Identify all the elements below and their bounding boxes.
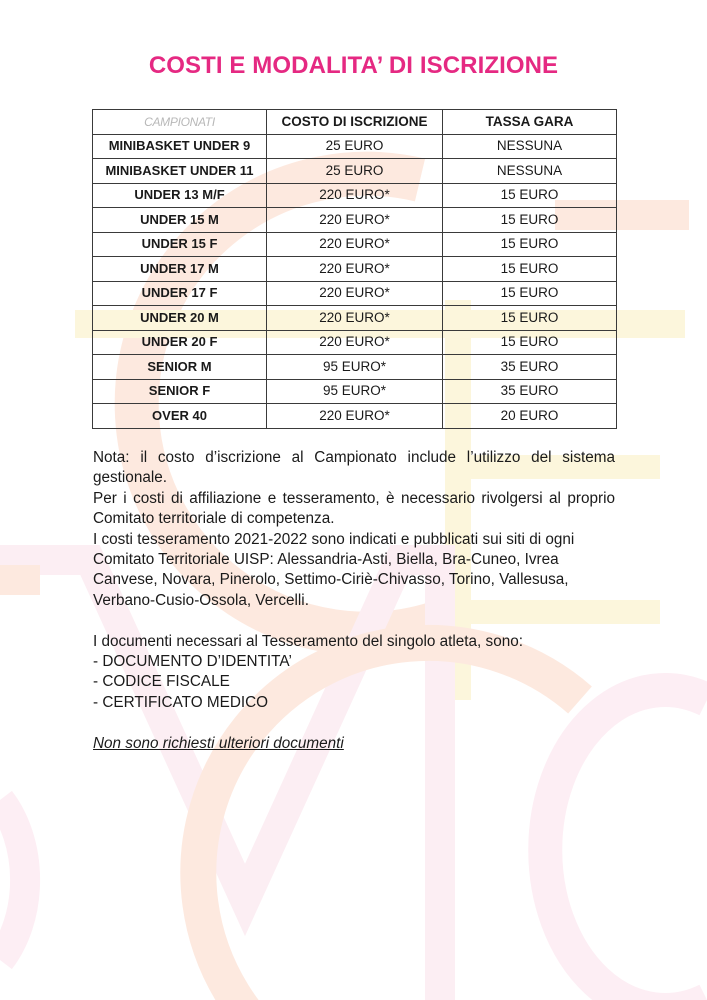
cell-campionato: SENIOR M: [93, 355, 267, 380]
document-item: - DOCUMENTO D’IDENTITA’: [93, 653, 292, 671]
costs-table: [92, 109, 617, 429]
cell-costo-iscrizione: 220 EURO*: [267, 232, 443, 257]
table-row: [93, 306, 617, 331]
cell-campionato: UNDER 13 M/F: [93, 183, 267, 208]
cell-campionato: MINIBASKET UNDER 11: [93, 159, 267, 184]
cell-costo-iscrizione: 220 EURO*: [267, 183, 443, 208]
table-body: [93, 134, 617, 428]
footer-note: Non sono richiesti ulteriori documenti: [93, 734, 344, 752]
table-row: [93, 208, 617, 233]
note-affiliazione: Per i costi di affiliazione e tesseramento, è necessario rivolgersi al proprio Comitato territoriale di competenza.: [93, 489, 615, 528]
cell-campionato: UNDER 15 F: [93, 232, 267, 257]
cell-costo-iscrizione: 220 EURO*: [267, 330, 443, 355]
cell-campionato: SENIOR F: [93, 379, 267, 404]
cell-tassa-gara: 15 EURO: [443, 330, 617, 355]
cell-costo-iscrizione: 220 EURO*: [267, 306, 443, 331]
cell-campionato: OVER 40: [93, 404, 267, 429]
header-campionati: CAMPIONATI: [93, 110, 267, 135]
cell-costo-iscrizione: 95 EURO*: [267, 355, 443, 380]
table-row: [93, 281, 617, 306]
cell-campionato: UNDER 17 F: [93, 281, 267, 306]
cell-tassa-gara: 20 EURO: [443, 404, 617, 429]
cell-tassa-gara: 15 EURO: [443, 208, 617, 233]
cell-costo-iscrizione: 95 EURO*: [267, 379, 443, 404]
cell-tassa-gara: 35 EURO: [443, 379, 617, 404]
table-row: [93, 379, 617, 404]
table-header-row: [93, 110, 617, 135]
page-title: COSTI E MODALITA’ DI ISCRIZIONE: [148, 52, 559, 79]
table-row: [93, 330, 617, 355]
cell-campionato: UNDER 20 M: [93, 306, 267, 331]
documents-intro: I documenti necessari al Tesseramento del singolo atleta, sono:: [93, 632, 523, 650]
cell-costo-iscrizione: 220 EURO*: [267, 404, 443, 429]
note-tesseramento: I costi tesseramento 2021-2022 sono indicati e pubblicati sui siti di ogni Comitato Territoriale UISP: Alessandria-Asti, Biella, Bra-Cuneo, Ivrea Canvese, Novara, Pinerolo, Settimo-Ciriè-Chivasso, Torino, Vallesusa, Verbano-Cusio-Ossola, Vercelli.: [93, 530, 575, 609]
table-row: [93, 183, 617, 208]
cell-costo-iscrizione: 25 EURO: [267, 159, 443, 184]
cell-costo-iscrizione: 220 EURO*: [267, 208, 443, 233]
cell-tassa-gara: 15 EURO: [443, 183, 617, 208]
table-row: [93, 159, 617, 184]
cell-tassa-gara: 15 EURO: [443, 257, 617, 282]
cell-tassa-gara: 15 EURO: [443, 306, 617, 331]
cell-tassa-gara: 15 EURO: [443, 232, 617, 257]
document-item: - CERTIFICATO MEDICO: [93, 693, 269, 711]
table-row: [93, 355, 617, 380]
cell-campionato: UNDER 20 F: [93, 330, 267, 355]
cell-costo-iscrizione: 220 EURO*: [267, 281, 443, 306]
cell-campionato: UNDER 17 M: [93, 257, 267, 282]
table-row: [93, 257, 617, 282]
cell-tassa-gara: NESSUNA: [443, 134, 617, 159]
header-tassa-gara: TASSA GARA: [443, 110, 617, 135]
notes-section: [93, 448, 615, 754]
note-sistema-gestionale: Nota: il costo d’iscrizione al Campionato include l’utilizzo del sistema gestionale.: [93, 449, 615, 487]
cell-costo-iscrizione: 220 EURO*: [267, 257, 443, 282]
cell-costo-iscrizione: 25 EURO: [267, 134, 443, 159]
cell-tassa-gara: NESSUNA: [443, 159, 617, 184]
cell-tassa-gara: 15 EURO: [443, 281, 617, 306]
table-row: [93, 134, 617, 159]
table-row: [93, 404, 617, 429]
cell-tassa-gara: 35 EURO: [443, 355, 617, 380]
table-row: [93, 232, 617, 257]
header-costo-iscrizione: COSTO DI ISCRIZIONE: [267, 110, 443, 135]
cell-campionato: UNDER 15 M: [93, 208, 267, 233]
document-item: - CODICE FISCALE: [93, 673, 230, 691]
cell-campionato: MINIBASKET UNDER 9: [93, 134, 267, 159]
